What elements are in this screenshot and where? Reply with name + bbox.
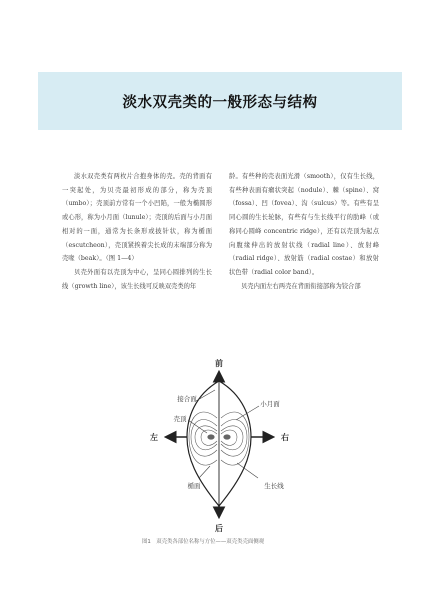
direction-left-label: 左 xyxy=(150,433,158,442)
direction-right-label: 右 xyxy=(281,433,289,442)
figure-caption: 图1 双壳类各部位名称与方位——双壳类壳面侧观 xyxy=(142,539,265,545)
direction-front-label: 前 xyxy=(215,359,223,368)
umbo-label: 壳顶 xyxy=(173,415,187,423)
growth-line-label: 生长线 xyxy=(264,482,284,490)
escutcheon-label: 楯面 xyxy=(187,482,201,490)
page-title: 淡水双壳类的一般形态与结构 xyxy=(122,93,318,111)
paragraph: 贝壳内面左右两壳在背面衔接部称为铰合部 xyxy=(241,282,361,290)
lunule-label: 小月面 xyxy=(260,400,280,408)
paragraph: 淡水双壳类有两枚片合抱身体的壳。壳的背面有一突起处，为贝壳最初形成的部分，称为壳顶（umbo）；壳顶前方常有一个小凹陷，一般为椭圆形或心形，称为小月面（lunule）；壳顶的后面与小月面相对的一面，通常为长条形或披针状，称为楯面（escutcheon），壳顶紧挨着尖长成的末端部分称为壳喙（beak）。（图 1—4） xyxy=(62,173,212,263)
ligament-area-label: 接合面 xyxy=(177,395,197,403)
paragraph: 贝壳外面有以壳顶为中心，呈同心圆排列的生长线（growth line），该生长线可反映双壳类的年 xyxy=(62,268,212,290)
paragraph: 龄。有些种的壳表面光滑（smooth），仅有生长线，有些种表面有瘤状突起（nodule）、棘（spine）、窝（fossa）、凹（fovea）、沟（sulcus）等。有些有呈同心圆的生长轮脉，有些有与生长线平行的肋峰（或称同心圆峰 concentric ridge），还有以壳顶为起点向腹缘伸出的放射状线（radial line）、放射峰（radial ridge）、放射筋（radial costae）和放射状色带（radial color band）。 xyxy=(229,173,379,276)
direction-back-label: 后 xyxy=(215,524,223,533)
